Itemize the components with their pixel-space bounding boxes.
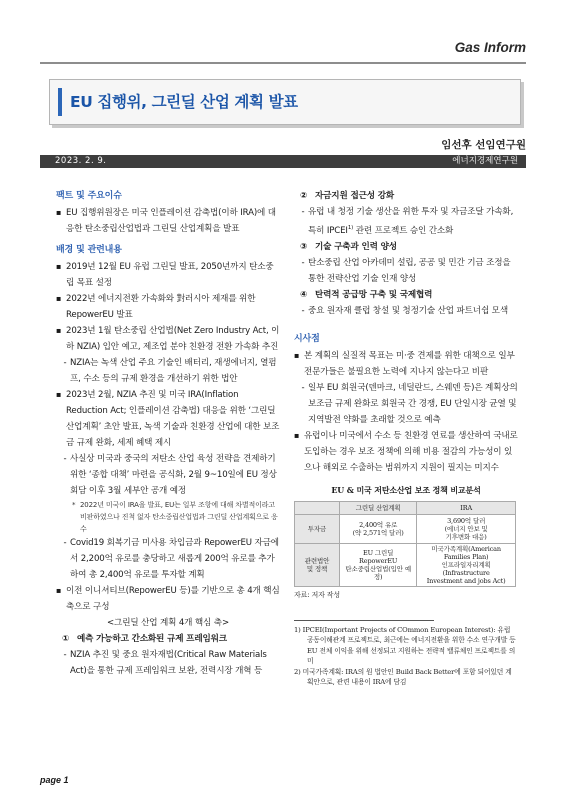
sub-item bbox=[56, 535, 280, 583]
table-row bbox=[295, 543, 516, 586]
footnote: 1) IPCEI(Important Projects of COmmon European Interest): 유럽 공동이해관계 프로젝트로, 최근에는 에너지전환을 위한 수소 연구개발 등 EU 전체 이익을 위해 선정되고 지원하는 전략적 밸류체인 프로젝트를 의미 bbox=[294, 625, 516, 666]
left-column bbox=[56, 188, 280, 679]
sub-item-text: 탄소중립 산업 아카데미 설립, 공공 및 민간 기금 조정을 통한 전략산업 기술 인재 양성 bbox=[308, 257, 511, 284]
cell-line: 및 정책 bbox=[306, 564, 328, 573]
sub-item-text: NZIA는 녹색 산업 주요 기술인 배터리, 재생에너지, 열펌프, 수소 등의 규제 환경을 개선하기 위한 법안 bbox=[70, 358, 277, 384]
header-rule bbox=[40, 62, 526, 64]
sub-item bbox=[294, 380, 518, 428]
title-accent-bar bbox=[58, 88, 62, 116]
pillar-heading-3 bbox=[294, 239, 518, 255]
cell-line: 3,690억 달러 bbox=[447, 516, 486, 525]
bullet-text: 유럽이나 미국에서 수소 등 친환경 연료를 생산하여 국내로 도입하는 경우 보조 정책에 의해 비용 절감의 가능성이 있으나 해외로 수출하는 범위까지 지원이 필지는 미지수 bbox=[304, 430, 518, 473]
table-cell bbox=[417, 514, 516, 543]
institution: 에너지경제연구원 bbox=[452, 156, 518, 166]
cell-line: 인프라일자리계획(Infrastructure bbox=[441, 560, 491, 577]
cell-line: Investment and jobs Act) bbox=[426, 576, 506, 585]
cell-line: 관련법안 bbox=[304, 556, 330, 565]
sub-item-text: 사실상 미국과 중국의 저탄소 산업 육성 전략을 견제하기 위한 ‘종합 대책’ 마련을 공식화, 2월 9~10일에 EU 정상회담 이후 3월 세부안 공개 예정 bbox=[70, 454, 277, 496]
bullet-text: EU 집행위원장은 미국 인플레이션 감축법(이하 IRA)에 대응한 탄소중립산업법과 그린딜 산업계획을 발표 bbox=[66, 208, 276, 234]
date-bar bbox=[40, 155, 526, 168]
sub-item bbox=[294, 303, 518, 319]
note-item bbox=[56, 499, 280, 535]
bullet-item bbox=[56, 291, 280, 323]
section-heading-facts: 팩트 및 주요이슈 bbox=[56, 191, 122, 201]
sub-item-text: 유럽 내 청정 기술 생산을 위한 투자 및 자금조달 가속화, 특히 IPCEI bbox=[308, 207, 514, 236]
sub-item bbox=[294, 255, 518, 287]
table-title: EU & 미국 저탄소산업 보조 정책 비교분석 bbox=[331, 484, 481, 495]
sub-item bbox=[56, 647, 280, 679]
pillars-caption: <그린딜 산업 계획 4개 핵심 축> bbox=[107, 618, 229, 628]
section-heading-implications: 시사점 bbox=[294, 333, 320, 344]
table-corner-cell bbox=[295, 501, 340, 514]
footnote-ref: 1) bbox=[347, 225, 354, 231]
footnote: 2) 미국가족계획: IRA의 원 법안인 Build Back Better에 포함 되어있던 계획안으로, 관련 내용이 IRA에 담김 bbox=[294, 667, 512, 687]
bullet-item bbox=[56, 387, 280, 451]
page-number: page 1 bbox=[40, 775, 69, 785]
table-col-header: 그린딜 산업계획 bbox=[340, 501, 417, 514]
table-source: 자료: 저자 작성 bbox=[294, 590, 341, 599]
table-col-header: IRA bbox=[417, 501, 516, 514]
table-cell bbox=[340, 543, 417, 586]
pillar-number: ④ bbox=[300, 289, 308, 300]
bullet-item bbox=[56, 259, 280, 291]
pillar-title: 탄력적 공급망 구축 및 국제협력 bbox=[315, 289, 433, 300]
cell-line: 미국가족계획(American bbox=[431, 544, 501, 553]
pillar-title: 예측 가능하고 간소화된 규제 프레임워크 bbox=[77, 634, 227, 644]
bullet-item bbox=[56, 323, 280, 355]
cell-line: RepowerEU bbox=[359, 556, 398, 565]
cell-line: (약 2,571억 달러) bbox=[352, 528, 404, 537]
bullet-item bbox=[56, 583, 280, 615]
pillar-number: ③ bbox=[300, 241, 308, 252]
cell-line: (에너지 안보 및 bbox=[444, 524, 488, 533]
table-cell bbox=[417, 543, 516, 586]
note-text: 2022년 미국이 IRA을 발표, EU는 일부 조항에 대해 차별적이라고 비판하였으나 진척 없자 탄소중립산업법과 그린딜 산업계획으로 응수 bbox=[80, 501, 278, 533]
right-column bbox=[294, 188, 518, 688]
publish-date: 2023. 2. 9. bbox=[55, 156, 107, 166]
cell-line: Families Plan) bbox=[443, 552, 489, 561]
bullet-text: 2023년 2월, NZIA 추진 및 미국 IRA(Inflation Reduction Act; 인플레이션 감축법) 대응을 위한 ‘그린딜 산업계획’ 초안 발표, 녹색 기술과 친환경 산업에 대한 보조금 규제 완화, 세제 혜택 제시 bbox=[66, 390, 280, 448]
pillar-heading-1 bbox=[56, 631, 280, 647]
cell-line: EU 그린딜 bbox=[363, 548, 394, 557]
section-heading-background: 배경 및 관련내용 bbox=[56, 245, 122, 255]
table-cell bbox=[340, 514, 417, 543]
title-box bbox=[49, 79, 521, 125]
pillar-title: 자금지원 접근성 강화 bbox=[315, 191, 395, 201]
pillar-number: ① bbox=[62, 634, 70, 644]
pillar-heading-2 bbox=[294, 188, 518, 204]
pillar-title: 기술 구축과 인력 양성 bbox=[315, 241, 397, 252]
footnote-rule bbox=[294, 620, 434, 621]
pillar-heading-4 bbox=[294, 287, 518, 303]
sub-item-text-cont: 관련 프로젝트 승인 간소화 bbox=[353, 225, 454, 236]
sub-item-text: Covid19 회복기금 미사용 차입금과 RepowerEU 자금에서 2,200억 유로를 충당하고 새롭게 200억 유로를 추가하여 총 2,400억 유로를 투자할 계획 bbox=[70, 538, 279, 580]
bullet-text: 2023년 1월 탄소중립 산업법(Net Zero Industry Act, 이하 NZIA) 입안 예고, 제조업 분야 친환경 전환 가속화 추진 bbox=[66, 326, 280, 352]
pillar-number: ② bbox=[300, 191, 308, 201]
bullet-item bbox=[294, 428, 518, 476]
table-row-header bbox=[295, 543, 340, 586]
cell-line: 2,400억 유로 bbox=[359, 520, 398, 529]
cell-line: 탄소중립산업법(입안 예정) bbox=[345, 564, 411, 581]
comparison-table bbox=[294, 501, 516, 587]
sub-item bbox=[56, 451, 280, 499]
bullet-text: 2019년 12월 EU 유럽 그린딜 발표, 2050년까지 탄소중립 목표 설정 bbox=[66, 262, 274, 288]
publication-brand: Gas Inform bbox=[454, 40, 526, 55]
cell-line: 기후변화 대응) bbox=[445, 532, 487, 541]
sub-item bbox=[56, 355, 280, 387]
bullet-text: 이전 이니셔티브(RepowerEU 등)를 기반으로 총 4개 핵심 축으로 구성 bbox=[66, 586, 280, 612]
table-row-header: 투자금 bbox=[295, 514, 340, 543]
sub-item-text: NZIA 추진 및 중요 원자재법(Critical Raw Materials Act)을 통한 규제 프레임워크 보완, 전력시장 개혁 등 bbox=[70, 650, 267, 676]
sub-item bbox=[294, 204, 518, 239]
bullet-text: 2022년 에너지전환 가속화와 對러시아 제재를 위한 RepowerEU 발표 bbox=[66, 294, 256, 320]
bullet-item bbox=[56, 205, 280, 237]
author: 임선후 선임연구원 bbox=[441, 139, 526, 151]
table-row bbox=[295, 514, 516, 543]
page-title: EU 집행위, 그린딜 산업 계획 발표 bbox=[70, 93, 298, 111]
sub-item-text: 중요 원자재 클럽 창설 및 청정기술 산업 파트너쉽 모색 bbox=[308, 305, 508, 316]
bullet-text: 본 계획의 실질적 목표는 미·중 견제를 위한 대책으로 일부 전문가들은 불필요한 노력에 지나지 않는다고 비판 bbox=[304, 350, 515, 377]
sub-item-text: 일부 EU 회원국(덴마크, 네덜란드, 스웨덴 등)은 계획상의 보조금 규제 완화로 회원국 간 경쟁, EU 단일시장 균열 및 지역발전 약화를 초래할 것으로 예측 bbox=[308, 382, 518, 425]
bullet-item bbox=[294, 348, 518, 380]
table-header-row bbox=[295, 501, 516, 514]
